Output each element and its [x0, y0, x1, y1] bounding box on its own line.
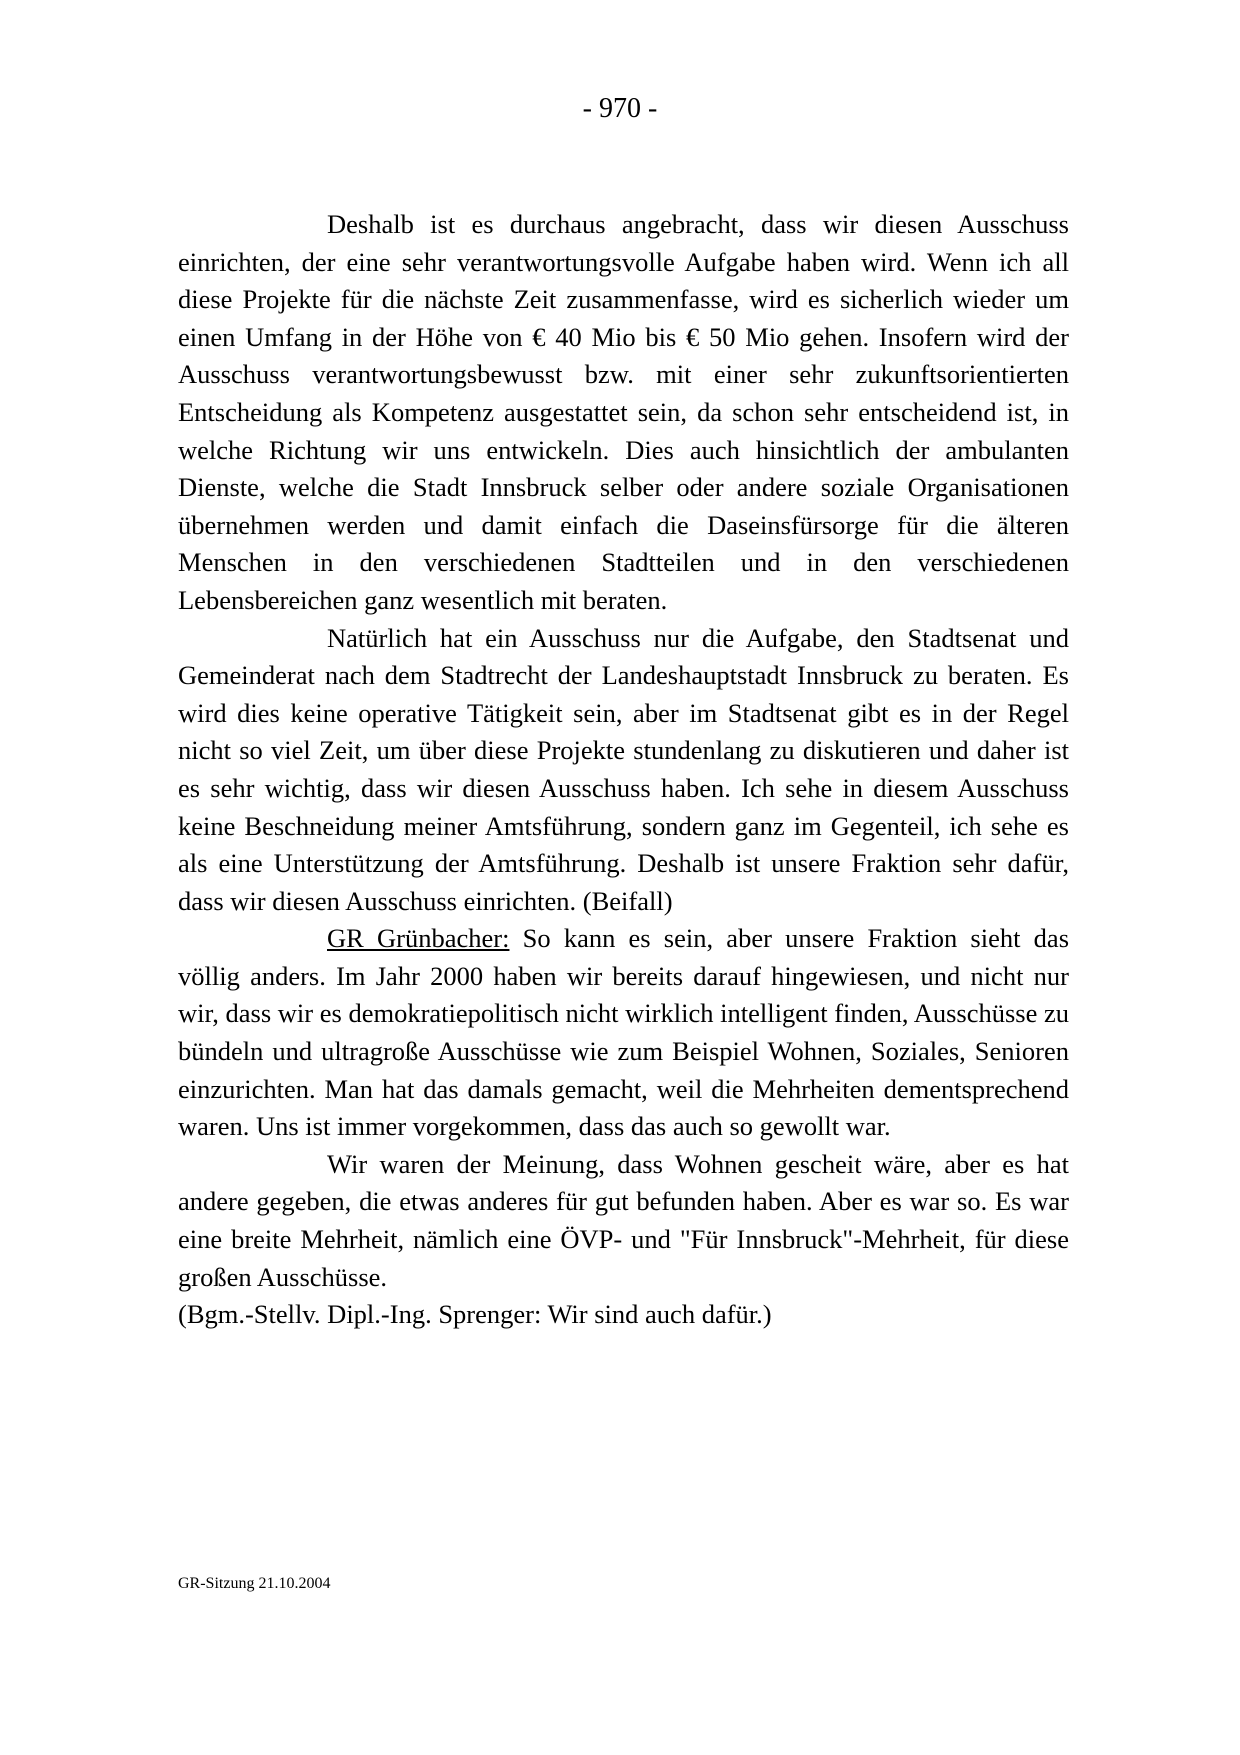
- paragraph: Natürlich hat ein Ausschuss nur die Aufgabe, den Stadtsenat und Gemeinderat nach dem Stadtrecht der Landeshauptstadt Innsbruck zu beraten. Es wird dies keine operative Tätigkeit sein, aber im Stadtsenat gibt es in der Regel nicht so viel Zeit, um über diese Projekte stundenlang zu diskutieren und daher ist es sehr wichtig, dass wir diesen Ausschuss haben. Ich sehe in diesem Ausschuss keine Beschneidung meiner Amtsführung, sondern ganz im Gegenteil, ich sehe es als eine Unterstützung der Amtsführung. Deshalb ist unsere Fraktion sehr dafür, dass wir diesen Ausschuss einrichten. (Beifall): [178, 622, 1069, 916]
- footer-session-date: GR-Sitzung 21.10.2004: [178, 1575, 331, 1592]
- paragraph: Deshalb ist es durchaus angebracht, dass wir diesen Ausschuss einrichten, der eine sehr verantwortungsvolle Aufgabe haben wird. Wenn ich all diese Projekte für die nächste Zeit zusammenfasse, wird es sicherlich wieder um einen Umfang in der Höhe von € 40 Mio bis € 50 Mio gehen. Insofern wird der Ausschuss verantwortungsbewusst bzw. mit einer sehr zukunftsorientierten Entscheidung als Kompetenz ausgestattet sein, da schon sehr entscheidend ist, in welche Richtung wir uns entwickeln. Dies auch hinsichtlich der ambulanten Dienste, welche die Stadt Innsbruck selber oder andere soziale Organisationen übernehmen werden und damit einfach die Daseinsfürsorge für die älteren Menschen in den verschiedenen Stadtteilen und in den verschiedenen Lebensbereichen ganz wesentlich mit beraten.: [178, 209, 1069, 615]
- paragraph: [178, 920, 1069, 1146]
- paragraph: Wir waren der Meinung, dass Wohnen gescheit wäre, aber es hat andere gegeben, die etwas anderes für gut befunden haben. Aber es war so. Es war eine breite Mehrheit, nämlich eine ÖVP- und "Für Innsbruck"-Mehrheit, für diese großen Ausschüsse.: [178, 1148, 1069, 1292]
- paragraph-text: So kann es sein, aber unsere Fraktion sieht das völlig anders. Im Jahr 2000 haben wir bereits darauf hingewiesen, und nicht nur wir, dass wir es demokratiepolitisch nicht wirklich intelligent finden, Ausschüsse zu bündeln und ultragroße Ausschüsse wie zum Beispiel Wohnen, Soziales, Senioren einzurichten. Man hat das damals gemacht, weil die Mehrheiten dementsprechend waren. Uns ist immer vorgekommen, dass das auch so gewollt war.: [178, 923, 1070, 1142]
- speaker-name: GR Grünbacher:: [327, 923, 510, 954]
- interjection: (Bgm.-Stellv. Dipl.-Ing. Sprenger: Wir sind auch dafür.): [178, 1299, 772, 1330]
- document-body: [178, 206, 1069, 1334]
- page-number: - 970 -: [582, 93, 658, 124]
